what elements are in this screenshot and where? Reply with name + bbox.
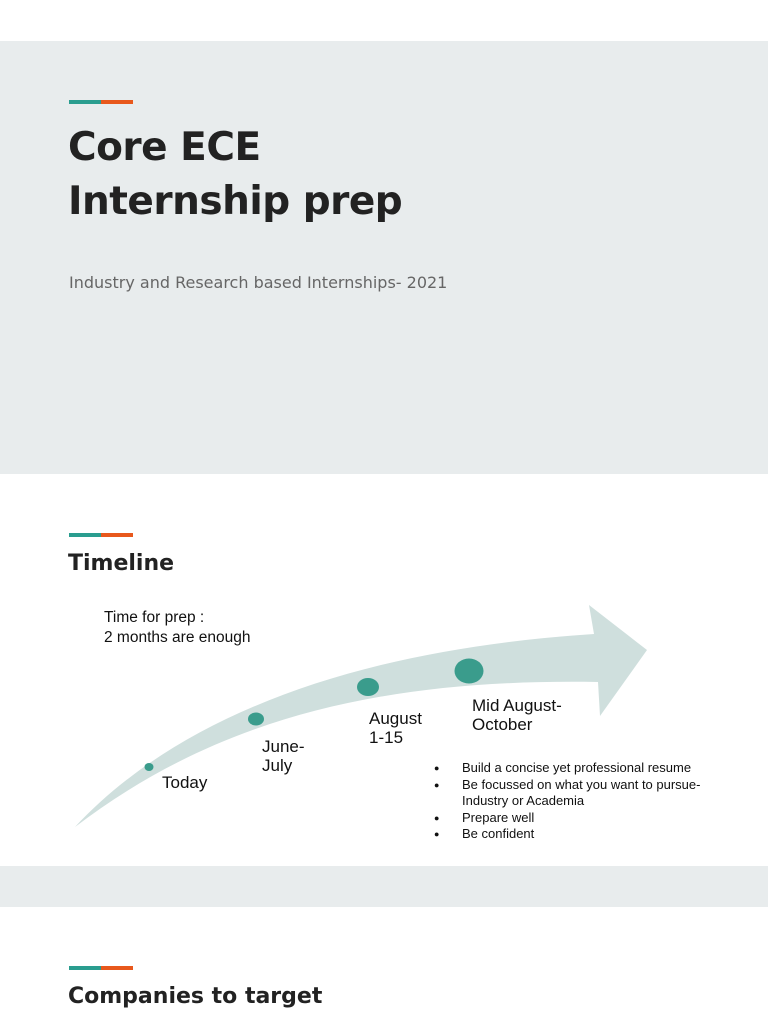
list-item: ● Be focussed on what you want to pursue- Industry or Academia: [434, 777, 712, 810]
milestone-dot-mid-august: [455, 659, 484, 684]
list-item: ● Build a concise yet professional resume: [434, 760, 712, 777]
milestone-label-august: [369, 709, 422, 747]
milestone-label-line: Today: [162, 773, 208, 792]
milestone-label-line: October: [472, 715, 533, 734]
accent-teal-segment: [69, 966, 101, 970]
companies-slide: [0, 907, 768, 1024]
title-line-1: Core ECE: [68, 125, 261, 170]
timeline-title: Timeline: [68, 551, 175, 576]
milestone-label-line: June-: [262, 737, 305, 756]
list-item: ● Be confident: [434, 826, 712, 843]
presentation-subtitle: Industry and Research based Internships- 2021: [69, 273, 448, 292]
accent-orange-segment: [101, 966, 133, 970]
milestone-label-line: 1-15: [369, 728, 404, 747]
list-item: ● Prepare well: [434, 810, 712, 827]
companies-accent-bar: [69, 966, 133, 970]
companies-title: Companies to target: [68, 984, 323, 1009]
tips-list: [434, 760, 712, 843]
accent-teal-segment: [69, 100, 101, 104]
prep-note-line-1: Time for prep :: [104, 609, 205, 626]
prep-note-line-2: 2 months are enough: [104, 629, 251, 646]
timeline-slide: [0, 474, 768, 866]
title-accent-bar: [69, 100, 133, 104]
milestone-label-line: Mid August-: [472, 696, 562, 715]
title-slide: [0, 41, 768, 474]
milestone-dot-today: [145, 763, 154, 771]
title-line-2: Internship prep: [68, 179, 403, 224]
accent-orange-segment: [101, 100, 133, 104]
milestone-dot-june-july: [248, 713, 264, 726]
milestone-dot-august: [357, 678, 379, 696]
presentation-title: [68, 121, 402, 229]
milestone-label-line: July: [262, 756, 293, 775]
milestone-label-line: August: [369, 709, 422, 728]
slide-separator: [0, 866, 768, 907]
milestone-label-mid-august: [472, 696, 562, 734]
milestone-label-today: [162, 773, 207, 792]
milestone-label-june-july: [262, 737, 305, 775]
